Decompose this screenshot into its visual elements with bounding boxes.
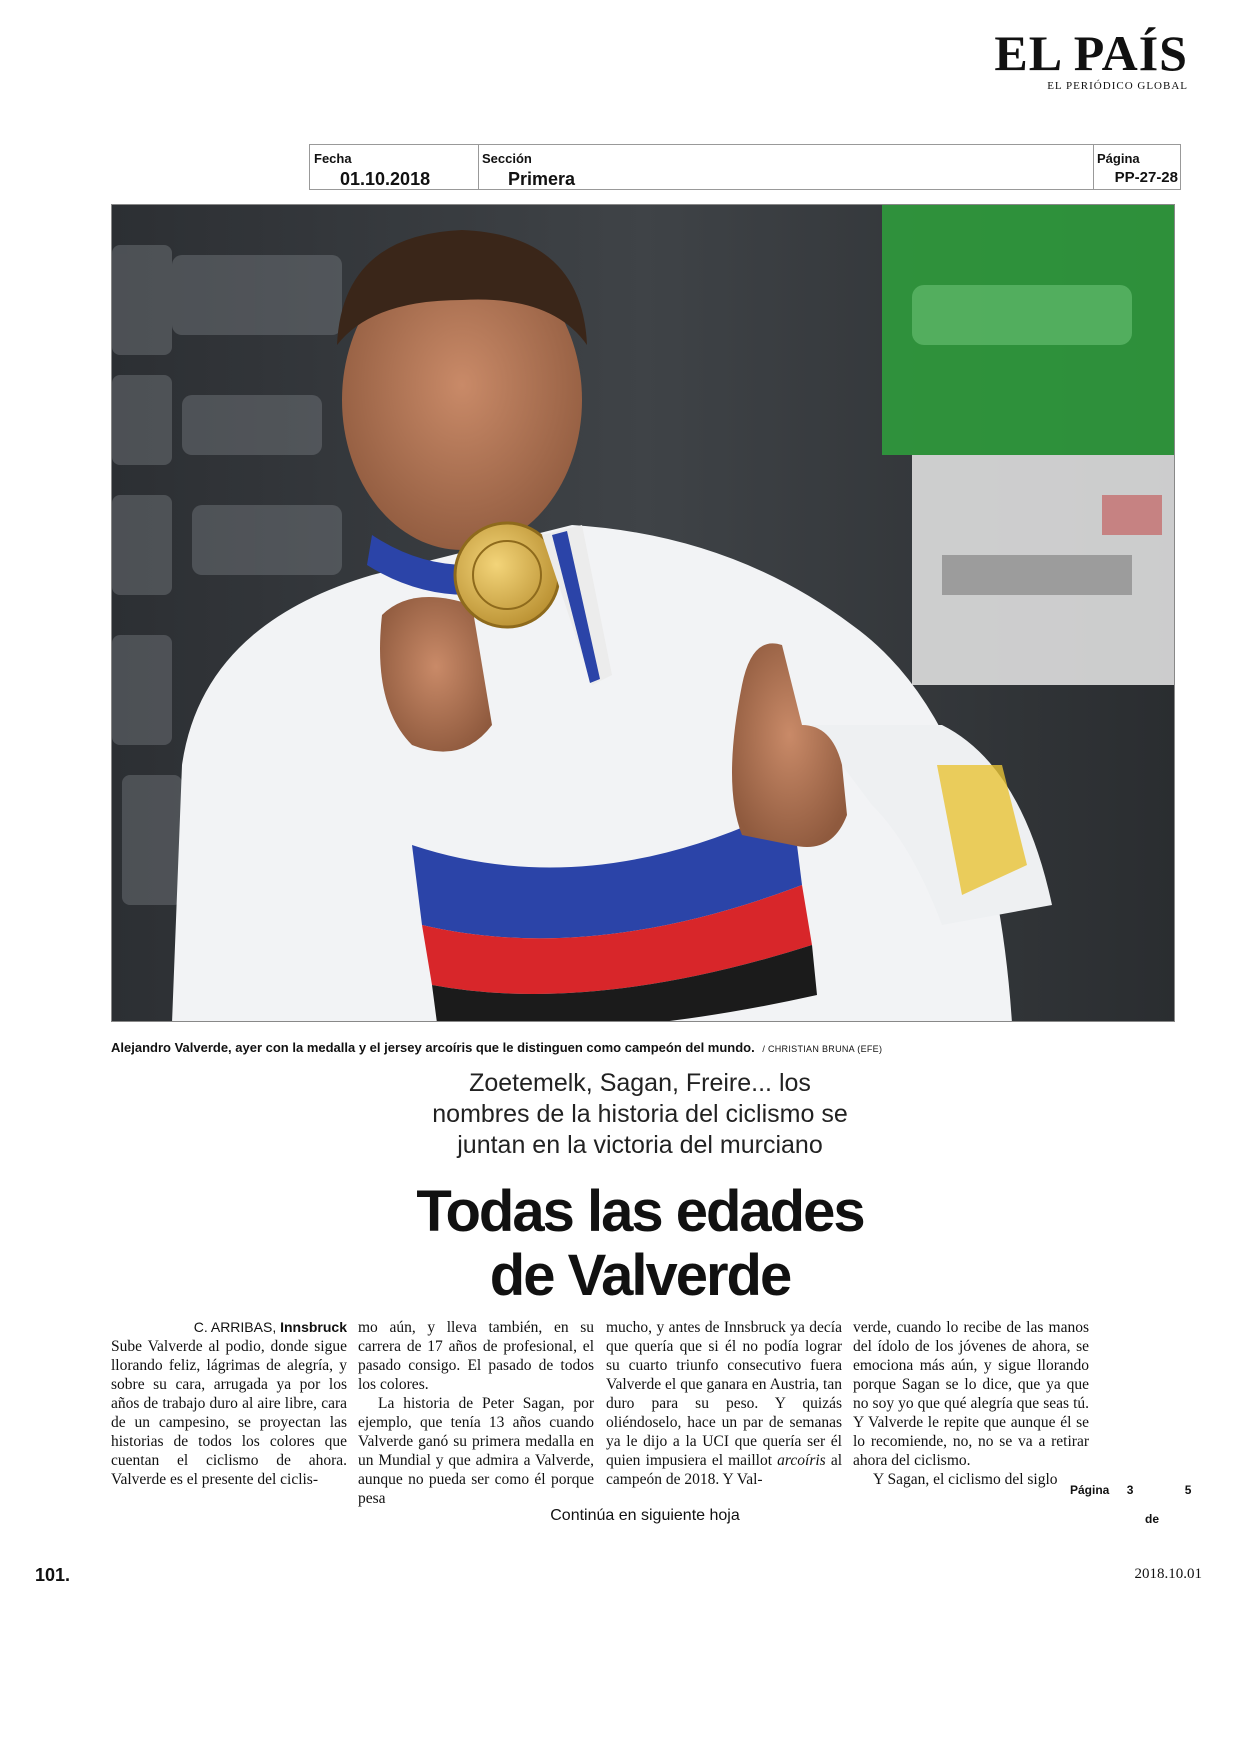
masthead-name: EL PAÍS — [994, 25, 1188, 81]
column-text-italic: arcoíris — [777, 1452, 826, 1469]
pagination-total: 5 — [1184, 1483, 1192, 1497]
column-text — [606, 1318, 842, 1489]
pagination-indicator — [1068, 1483, 1193, 1497]
column-text: verde, cuando lo recibe de las manos del ídolo de los jóvenes de ahora, se emociona más aún, y sigue llorando porque Sagan se lo dice, que ya que no soy yo que qué alegría que seas tú. Y Valverde le repite que aunque él se lo recomiende, no, no se va a retirar ahora del ciclismo. — [853, 1319, 1089, 1469]
caption-text: Alejandro Valverde, ayer con la medalla y el jersey arcoíris que le distinguen como campeón del mundo. — [111, 1040, 755, 1055]
byline-place: Innsbruck — [280, 1319, 347, 1335]
pagination-de: de — [1145, 1512, 1160, 1526]
seccion-cell — [478, 145, 1094, 189]
seccion-label: Sección — [482, 151, 532, 166]
pagina-label: Página — [1097, 151, 1140, 166]
photo-caption — [111, 1040, 1175, 1055]
fecha-label: Fecha — [314, 151, 352, 166]
headline-line: de Valverde — [489, 1243, 791, 1308]
pagina-value: PP-27-28 — [1114, 169, 1178, 186]
pagination-label: Página — [1070, 1483, 1110, 1497]
headline — [260, 1180, 1020, 1308]
subheadline — [300, 1068, 980, 1161]
column-text: La historia de Peter Sagan, por ejemplo, que tenía 13 años cuando Valverde ganó su primera medalla en un Mundial y que admira a Valverde, aunque no pueda ser como él porque pesa — [358, 1395, 594, 1507]
seccion-value: Primera — [508, 169, 576, 189]
newspaper-logo — [994, 25, 1188, 92]
column-text: Y Sagan, el ciclismo del siglo — [873, 1471, 1058, 1488]
photo-credit: / CHRISTIAN BRUNA (EFE) — [762, 1044, 883, 1054]
article-column-3 — [606, 1318, 842, 1489]
subhead-line: nombres de la historia del ciclismo se — [432, 1100, 848, 1128]
subhead-line: Zoetemelk, Sagan, Freire... los — [469, 1069, 811, 1097]
footer-date: 2018.10.01 — [1134, 1566, 1202, 1582]
pagination-current: 3 — [1126, 1483, 1134, 1497]
fecha-value: 01.10.2018 — [340, 169, 431, 189]
subhead-line: juntan en la victoria del murciano — [457, 1131, 823, 1159]
column-text: Sube Valverde al podio, donde sigue llorando feliz, lágrimas de alegría, y sobre su cara, arrugada ya por los años de trabajo duro al aire libre, cara de un campesino, se proyectan las historias de todos los colores que cuentan el ciclismo de ahora. Valverde es el presente del ciclis- — [111, 1338, 347, 1488]
cyclist-with-medal-photo — [111, 204, 1175, 1022]
fecha-cell — [310, 145, 479, 189]
pagina-cell — [1093, 145, 1180, 189]
byline — [111, 1318, 347, 1337]
column-text-part: mucho, y antes de Innsbruck ya decía que quería que si él no podía lograr su cuarto triunfo consecutivo fuera Valverde el que ganara en Austria, tan duro para su peso. Y quizás oliéndoselo, hace un par de semanas ya le dijo a la UCI que quería ser él quien impusiera el maillot — [606, 1319, 842, 1469]
headline-line: Todas las edades — [416, 1179, 864, 1244]
clipping-info-bar — [309, 144, 1181, 190]
article-column-2 — [358, 1318, 594, 1508]
masthead-tagline: EL PERIÓDICO GLOBAL — [1047, 80, 1188, 92]
column-text-part: al campeón de 2018. Y Val- — [606, 1452, 843, 1488]
article-column-4 — [853, 1318, 1089, 1489]
column-text: mo aún, y lleva también, en su carrera de 17 años de profesional, el pasado consigo. El pasado de todos los colores. — [358, 1319, 594, 1393]
article-column-1 — [111, 1318, 347, 1489]
continues-note: Continúa en siguiente hoja — [550, 1507, 740, 1524]
byline-author: C. ARRIBAS, — [193, 1319, 277, 1335]
page-number: 101. — [35, 1565, 71, 1585]
